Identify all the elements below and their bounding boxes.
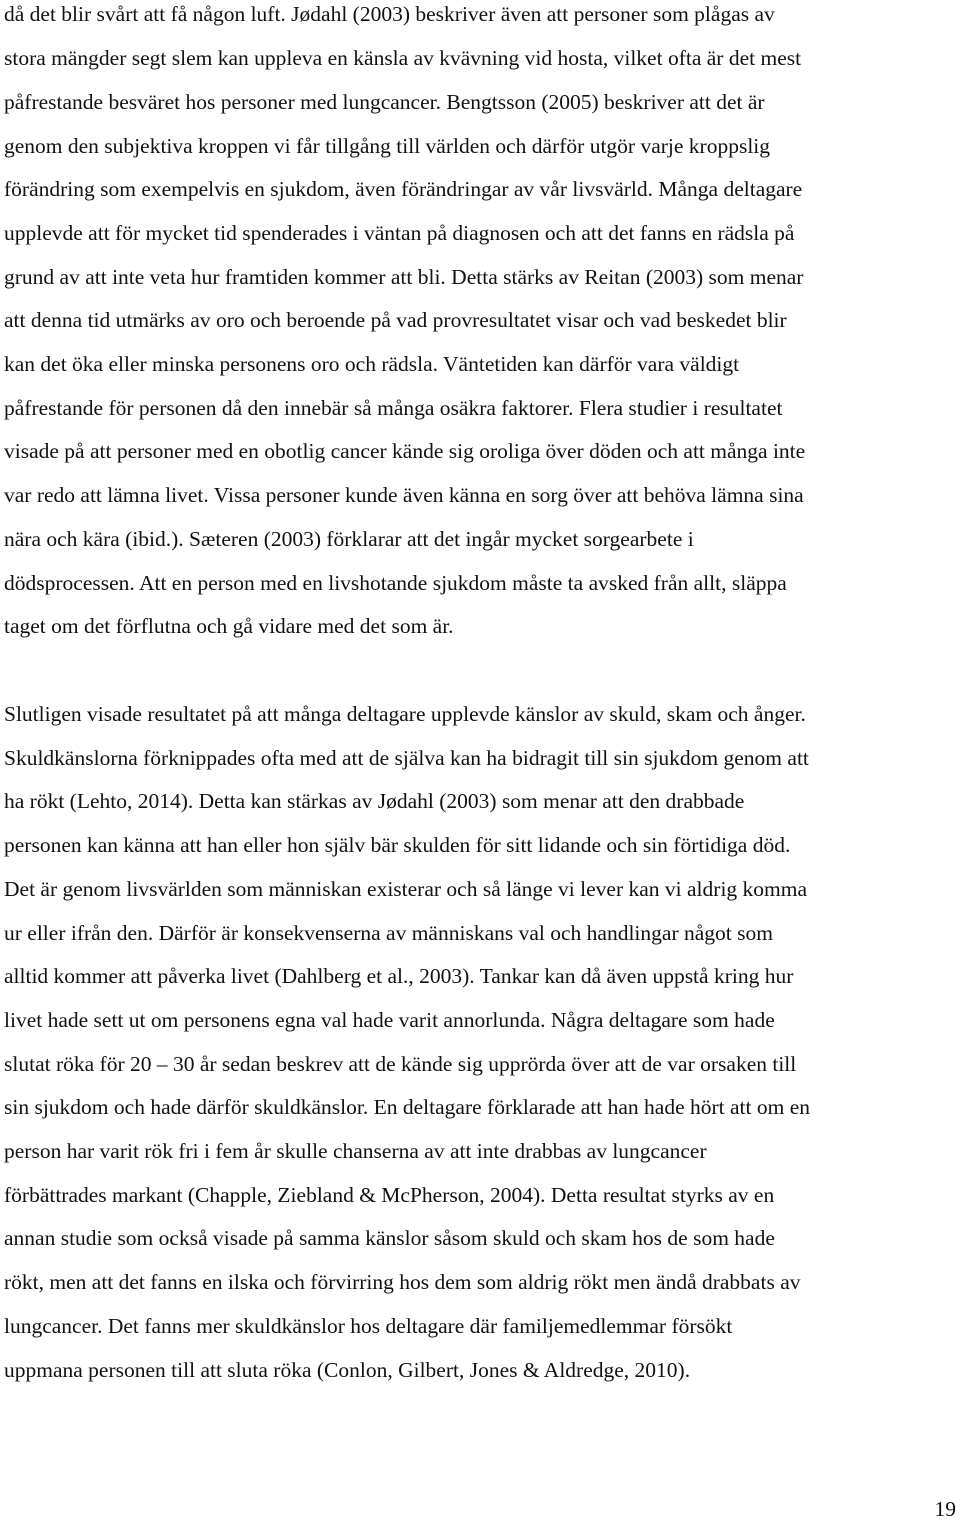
text-line: alltid kommer att påverka livet (Dahlberg et al., 2003). Tankar kan då även uppstå kring hur [4, 964, 794, 988]
text-line: slutat röka för 20 – 30 år sedan beskrev att de kände sig upprörda över att de var orsaken till [4, 1052, 797, 1076]
text-line: visade på att personer med en obotlig cancer kände sig oroliga över döden och att många inte [4, 439, 806, 463]
text-line: stora mängder segt slem kan uppleva en känsla av kvävning vid hosta, vilket ofta är det mest [4, 46, 802, 70]
text-line: personen kan känna att han eller hon själv bär skulden för sitt lidande och sin förtidiga död. [4, 833, 791, 857]
text-line: lungcancer. Det fanns mer skuldkänslor hos deltagare där familjemedlemmar försökt [4, 1314, 733, 1338]
text-line: förändring som exempelvis en sjukdom, även förändringar av vår livsvärld. Många deltagare [4, 177, 803, 201]
text-line: Skuldkänslorna förknippades ofta med att de själva kan ha bidragit till sin sjukdom genom att [4, 746, 809, 770]
text-line: rökt, men att det fanns en ilska och förvirring hos dem som aldrig rökt men ändå drabbats av [4, 1270, 801, 1294]
text-line: påfrestande för personen då den innebär så många osäkra faktorer. Flera studier i resultatet [4, 396, 783, 420]
text-line: nära och kära (ibid.). Sæteren (2003) förklarar att det ingår mycket sorgearbete i [4, 527, 694, 551]
text-line: upplevde att för mycket tid spenderades i väntan på diagnosen och att det fanns en rädsla på [4, 221, 795, 245]
page-number: 19 [934, 1497, 956, 1521]
text-line: påfrestande besväret hos personer med lungcancer. Bengtsson (2005) beskriver att det är [4, 90, 765, 114]
text-line: genom den subjektiva kroppen vi får tillgång till världen och därför utgör varje kroppslig [4, 134, 771, 158]
text-line: sin sjukdom och hade därför skuldkänslor. En deltagare förklarade att han hade hört att om en [4, 1095, 810, 1119]
text-line: grund av att inte veta hur framtiden kommer att bli. Detta stärks av Reitan (2003) som menar [4, 265, 804, 289]
text-line: taget om det förflutna och gå vidare med det som är. [4, 614, 454, 638]
text-line: Det är genom livsvärlden som människan existerar och så länge vi lever kan vi aldrig komma [4, 877, 808, 901]
text-line: var redo att lämna livet. Vissa personer kunde även känna en sorg över att behöva lämna sina [4, 483, 804, 507]
text-line: ha rökt (Lehto, 2014). Detta kan stärkas av Jødahl (2003) som menar att den drabbade [4, 789, 745, 813]
text-line: ur eller ifrån den. Därför är konsekvenserna av människans val och handlingar något som [4, 921, 773, 945]
text-line: livet hade sett ut om personens egna val hade varit annorlunda. Några deltagare som hade [4, 1008, 775, 1032]
text-line: kan det öka eller minska personens oro och rädsla. Väntetiden kan därför vara väldigt [4, 352, 740, 376]
text-line: förbättrades markant (Chapple, Ziebland & McPherson, 2004). Detta resultat styrks av en [4, 1183, 775, 1207]
text-line: annan studie som också visade på samma känslor såsom skuld och skam hos de som hade [4, 1226, 775, 1250]
text-line: uppmana personen till att sluta röka (Conlon, Gilbert, Jones & Aldredge, 2010). [4, 1358, 691, 1382]
text-line: person har varit rök fri i fem år skulle chanserna av att inte drabbas av lungcancer [4, 1139, 707, 1163]
text-line: då det blir svårt att få någon luft. Jødahl (2003) beskriver även att personer som plågas av [4, 2, 775, 26]
text-line: Slutligen visade resultatet på att många deltagare upplevde känslor av skuld, skam och ånger. [4, 702, 806, 726]
text-line: dödsprocessen. Att en person med en livshotande sjukdom måste ta avsked från allt, släppa [4, 571, 787, 595]
text-line: att denna tid utmärks av oro och beroende på vad provresultatet visar och vad beskedet blir [4, 308, 787, 332]
